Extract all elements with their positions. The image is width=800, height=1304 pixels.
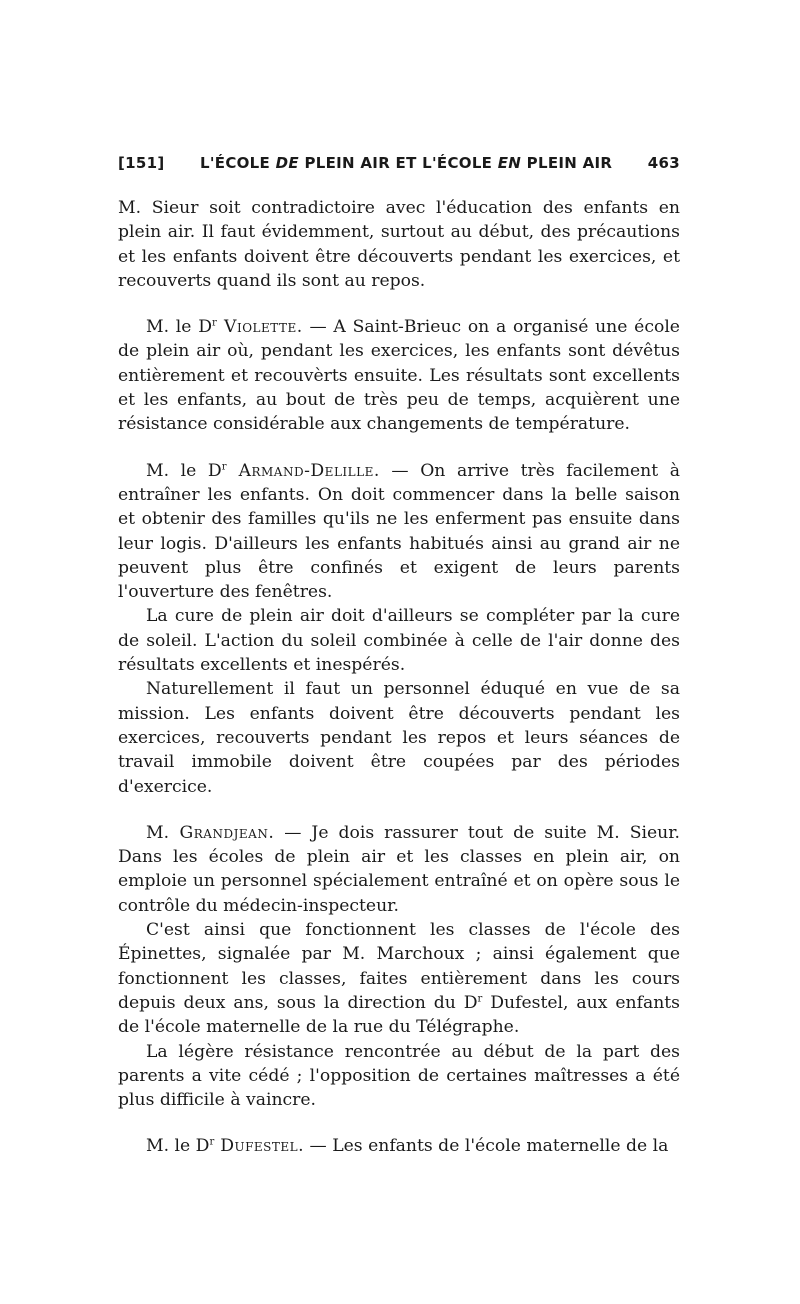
speech-violette [118, 315, 680, 436]
speech-armand-delille [118, 459, 680, 799]
speaker-name: M. le $D^r$ Dufestel. [146, 1136, 305, 1157]
document-page [118, 152, 680, 1159]
speech-grandjean [118, 821, 680, 1113]
paragraph: C'est ainsi que fonctionnent les classes de l'école des Épinettes, signalée par M. Marchoux ; ainsi également que fonctionnent les classes, faites entièrement dans les cours depuis deux ans, sous la direction du $D^r$ Dufestel, aux enfants de l'école maternelle de la rue du Télégraphe. [118, 920, 680, 1038]
speech-dufestel [118, 1134, 680, 1158]
paragraph [118, 315, 680, 436]
page-number: 463 [647, 154, 680, 172]
speaker-name: M. le $D^r$ Violette. [146, 317, 303, 338]
paragraph: M. Sieur soit contradictoire avec l'éducation des enfants en plein air. Il faut évidemment, surtout au début, des précautions et les enfants doivent être découverts pendant les exercices, et recouverts quand ils sont au repos. [118, 198, 680, 291]
speaker-name: M. le $D^r$ Armand-Delille. [146, 460, 380, 481]
title-part: PLEIN AIR [521, 154, 613, 172]
running-title [165, 152, 648, 174]
paragraph [118, 1134, 680, 1158]
paragraph: Naturellement il faut un personnel éduqué en vue de sa mission. Les enfants doivent être découverts pendant les exercices, recouverts pendant les repos et leurs séances de travail immobile doivent être coupées par des périodes d'exercice. [118, 679, 680, 797]
paragraph [118, 821, 680, 918]
title-italic: DE [275, 154, 299, 172]
title-italic: EN [497, 154, 522, 172]
section-number: [151] [118, 154, 165, 172]
speech-text: — On arrive très facilement à entraîner les enfants. On doit commencer dans la belle saison et obtenir des familles qu'ils ne les enferment pas ensuite dans leur logis. D'ailleurs les enfants habitués ainsi au grand air ne peuvent plus être confinés et exigent de leurs parents l'ouverture des fenêtres. [118, 460, 680, 603]
paragraph: La légère résistance rencontrée au début de la part des parents a vite cédé ; l'opposition de certaines maîtresses a été plus difficile à vaincre. [118, 1041, 680, 1111]
speech-text: — A Saint-Brieuc on a organisé une école de plein air où, pendant les exercices, les enfants sont dévêtus entièrement et recouvèrts ensuite. Les résultats sont excellents et les enfants, au bout de très peu de temps, acquièrent une résistance considérable aux changements de température. [118, 317, 680, 435]
title-part: PLEIN AIR ET L'ÉCOLE [298, 154, 498, 172]
speaker-name: M. Grandjean. [146, 822, 275, 843]
paragraph: La cure de plein air doit d'ailleurs se compléter par la cure de soleil. L'action du soleil combinée à celle de l'air donne des résultats excellents et inespérés. [118, 606, 680, 676]
title-part: L'ÉCOLE [200, 154, 276, 172]
speech-text: — Les enfants de l'école maternelle de la [304, 1136, 669, 1157]
running-header [118, 152, 680, 174]
speech-text: — Je dois rassurer tout de suite M. Sieur. Dans les écoles de plein air et les classes en plein air, on emploie un personnel spécialement entraîné et on opère sous le contrôle du médecin-inspecteur. [118, 822, 680, 916]
continued-paragraph-block [118, 196, 680, 293]
paragraph [118, 459, 680, 605]
